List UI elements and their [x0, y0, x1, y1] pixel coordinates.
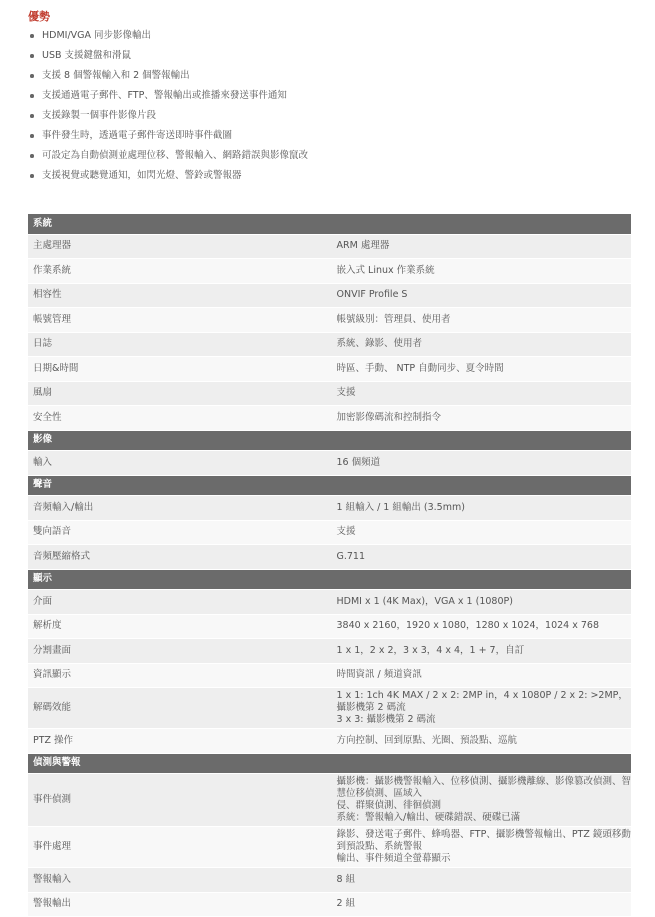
advantages-title: 優勢	[28, 10, 50, 23]
spec-key: 警報輸出	[28, 892, 330, 917]
spec-value: 1 x 1，2 x 2，3 x 3，4 x 4，1 + 7，自訂	[330, 639, 632, 664]
spec-key: 帳號管理	[28, 308, 330, 333]
list-item: 可設定為自動偵測並處理位移、警報輸入、網路錯誤與影像竄改	[28, 146, 628, 166]
section-title: 系統	[28, 214, 631, 234]
table-row	[28, 827, 631, 868]
table-row	[28, 639, 631, 664]
table-row	[28, 688, 631, 729]
spec-value-line: 錄影、發送電子郵件、蜂鳴器、FTP、攝影機警報輸出、PTZ 鏡頭移動到預設點、系統警報	[336, 829, 631, 852]
section-header-audio	[28, 475, 631, 496]
table-row	[28, 332, 631, 357]
spec-value: 16 個頻道	[330, 451, 632, 476]
table-row	[28, 729, 631, 754]
table-row	[28, 308, 631, 333]
list-item: 支援 8 個警報輸入和 2 個警報輸出	[28, 66, 628, 86]
table-row	[28, 663, 631, 688]
spec-key: 音頻壓縮格式	[28, 545, 330, 570]
spec-value: 嵌入式 Linux 作業系統	[330, 259, 632, 284]
table-row	[28, 774, 631, 827]
table-row	[28, 868, 631, 893]
spec-value: G.711	[330, 545, 632, 570]
spec-value: 支援	[330, 381, 632, 406]
spec-value	[330, 774, 632, 827]
spec-key: 風扇	[28, 381, 330, 406]
table-row	[28, 520, 631, 545]
section-header-detection-alarm	[28, 753, 631, 774]
spec-value: 加密影像碼流和控制指令	[330, 406, 632, 431]
spec-key: 安全性	[28, 406, 330, 431]
spec-key: 解析度	[28, 614, 330, 639]
spec-value: 系統、錄影、使用者	[330, 332, 632, 357]
spec-table	[28, 214, 631, 917]
spec-key: 解碼效能	[28, 688, 330, 729]
list-item: 支援視覺或聽覺通知，如閃光燈、警鈴或警報器	[28, 166, 628, 186]
spec-key: 作業系統	[28, 259, 330, 284]
table-row	[28, 590, 631, 615]
spec-value-line: 輸出、事件頻道全螢幕顯示	[336, 853, 451, 864]
table-row	[28, 234, 631, 259]
spec-key: 事件處理	[28, 827, 330, 868]
spec-key: 日誌	[28, 332, 330, 357]
list-item: 支援錄製一個事件影像片段	[28, 106, 628, 126]
spec-key: 主處理器	[28, 234, 330, 259]
spec-value: 2 組	[330, 892, 632, 917]
spec-key: 輸入	[28, 451, 330, 476]
spec-value	[330, 827, 632, 868]
spec-value: 帳號級別：管理員、使用者	[330, 308, 632, 333]
spec-value-line: 系統：警報輸入/輸出、硬碟錯誤、硬碟已滿	[336, 812, 521, 823]
spec-value: 方向控制、回到原點、光圈、預設點、巡航	[330, 729, 632, 754]
section-title: 影像	[28, 430, 631, 451]
table-row	[28, 259, 631, 284]
spec-value: 3840 x 2160，1920 x 1080，1280 x 1024，1024 x 768	[330, 614, 632, 639]
table-row	[28, 451, 631, 476]
table-row	[28, 545, 631, 570]
table-row	[28, 357, 631, 382]
spec-value-line: 3 x 3: 攝影機第 2 碼流	[336, 714, 436, 725]
section-header-video	[28, 430, 631, 451]
spec-key: 分割畫面	[28, 639, 330, 664]
list-item: 事件發生時，透過電子郵件寄送即時事件截圖	[28, 126, 628, 146]
spec-value: 支援	[330, 520, 632, 545]
table-row	[28, 406, 631, 431]
advantages-section	[28, 8, 628, 186]
list-item: 支援通過電子郵件、FTP、警報輸出或推播來發送事件通知	[28, 86, 628, 106]
advantages-list	[28, 26, 628, 186]
list-item: USB 支援鍵盤和滑鼠	[28, 46, 628, 66]
spec-value: ARM 處理器	[330, 234, 632, 259]
section-title: 顯示	[28, 569, 631, 590]
list-item: HDMI/VGA 同步影像輸出	[28, 26, 628, 46]
spec-key: 日期&時間	[28, 357, 330, 382]
spec-value: 時間資訊 / 頻道資訊	[330, 663, 632, 688]
spec-key: 警報輸入	[28, 868, 330, 893]
spec-key: PTZ 操作	[28, 729, 330, 754]
spec-value-line: 攝影機：攝影機警報輸入、位移偵測、攝影機離線、影像篡改偵測、智慧位移偵測、區域入	[336, 776, 632, 799]
section-header-system	[28, 214, 631, 234]
spec-key: 音頻輸入/輸出	[28, 496, 330, 521]
spec-key: 事件偵測	[28, 774, 330, 827]
spec-key: 資訊顯示	[28, 663, 330, 688]
spec-value-line: 侵、群聚偵測、徘徊偵測	[336, 800, 442, 811]
spec-value	[330, 688, 632, 729]
section-title: 聲音	[28, 475, 631, 496]
section-header-display	[28, 569, 631, 590]
table-row	[28, 892, 631, 917]
table-row	[28, 496, 631, 521]
spec-key: 相容性	[28, 283, 330, 308]
section-title: 偵測與警報	[28, 753, 631, 774]
spec-value: 1 組輸入 / 1 組輸出 (3.5mm)	[330, 496, 632, 521]
table-row	[28, 381, 631, 406]
spec-value: ONVIF Profile S	[330, 283, 632, 308]
spec-value: 時區、手動、 NTP 自動同步、夏令時間	[330, 357, 632, 382]
table-row	[28, 283, 631, 308]
table-row	[28, 614, 631, 639]
spec-value: HDMI x 1 (4K Max)，VGA x 1 (1080P)	[330, 590, 632, 615]
spec-key: 雙向語音	[28, 520, 330, 545]
spec-key: 介面	[28, 590, 330, 615]
spec-value-line: 1 x 1: 1ch 4K MAX / 2 x 2: 2MP in，4 x 1080P / 2 x 2: >2MP，攝影機第 2 碼流	[336, 690, 628, 713]
spec-value: 8 組	[330, 868, 632, 893]
